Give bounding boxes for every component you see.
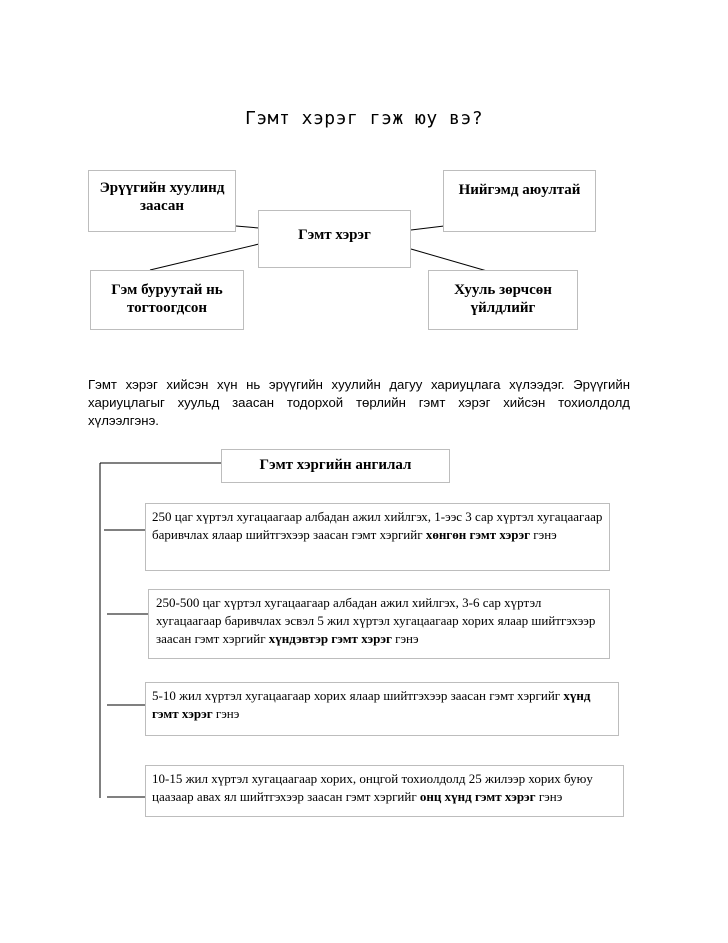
classification-item-1 <box>145 503 610 571</box>
classification-item-2 <box>148 589 610 659</box>
diagram-box-top-right <box>443 170 596 232</box>
diagram-label-top-left: Эрүүгийн хуулинд заасан <box>99 180 225 214</box>
diagram-label-center: Гэмт хэрэг <box>298 227 371 243</box>
diagram-label-top-right: Нийгэмд аюултай <box>458 182 581 198</box>
item-term: хөнгөн гэмт хэрэг <box>425 527 531 542</box>
connector-top-right <box>411 226 444 230</box>
connector-top-left <box>236 226 259 228</box>
classification-item-text <box>146 766 623 810</box>
item-text: 250-500 цаг хүртэл хугацаагаар албадан ажил хийлгэх, 3-6 сар хүртэл хугацаагаар баривчлах эсвэл 5 жил хүртэл хугацаагаар хорих ялаар шийтгэхээр заасан гэмт хэргийг <box>156 595 596 646</box>
diagram-box-top-left <box>88 170 236 232</box>
item-text: 5-10 жил хүртэл хугацаагаар хорих ялаар шийтгэхээр заасан гэмт хэргийг <box>152 688 564 703</box>
classification-item-text <box>146 504 609 548</box>
classification-item-3 <box>145 682 619 736</box>
item-term: хүндэвтэр гэмт хэрэг <box>268 631 392 646</box>
classification-item-text <box>146 683 618 727</box>
diagram-box-bottom-right <box>428 270 578 330</box>
diagram-box-center <box>258 210 411 268</box>
item-suffix: гэнэ <box>535 789 563 804</box>
classification-item-4 <box>145 765 624 817</box>
item-text: 10-15 жил хүртэл хугацаагаар хорих, онцгой тохиолдолд 25 жилээр хорих буюу цаазаар авах ял шийтгэхээр заасан гэмт хэргийг <box>152 771 593 804</box>
connector-bottom-right <box>411 249 487 271</box>
item-suffix: гэнэ <box>530 527 557 542</box>
diagram-label-bottom-right: Хууль зөрчсөн үйлдлийг <box>454 282 552 316</box>
diagram-box-bottom-left <box>90 270 244 330</box>
connector-bottom-left <box>150 244 259 270</box>
classification-title-box <box>221 449 450 483</box>
classification-title: Гэмт хэргийн ангилал <box>259 457 412 473</box>
page-title: Гэмт хэрэг гэж юу вэ? <box>244 108 484 129</box>
item-suffix: гэнэ <box>212 706 240 721</box>
diagram-label-bottom-left: Гэм буруутай нь тогтоогдсон <box>111 282 223 316</box>
body-paragraph: Гэмт хэрэг хийсэн хүн нь эрүүгийн хуулийн дагуу хариуцлага хүлээдэг. Эрүүгийн хариуцлагыг хуульд заасан тодорхой төрлийн гэмт хэрэг хийсэн тохиолдолд хүлээлгэнэ. <box>88 377 630 428</box>
item-text: 250 цаг хүртэл хугацаагаар албадан ажил хийлгэх, 1-ээс 3 сар хүртэл хугацаагаар баривчлах ялаар шийтгэхээр заасан гэмт хэргийг <box>152 509 603 542</box>
item-suffix: гэнэ <box>391 631 419 646</box>
item-term: онц хүнд гэмт хэрэг <box>419 789 536 804</box>
item-term: хүнд гэмт хэрэг <box>152 688 591 721</box>
classification-item-text <box>149 590 609 652</box>
